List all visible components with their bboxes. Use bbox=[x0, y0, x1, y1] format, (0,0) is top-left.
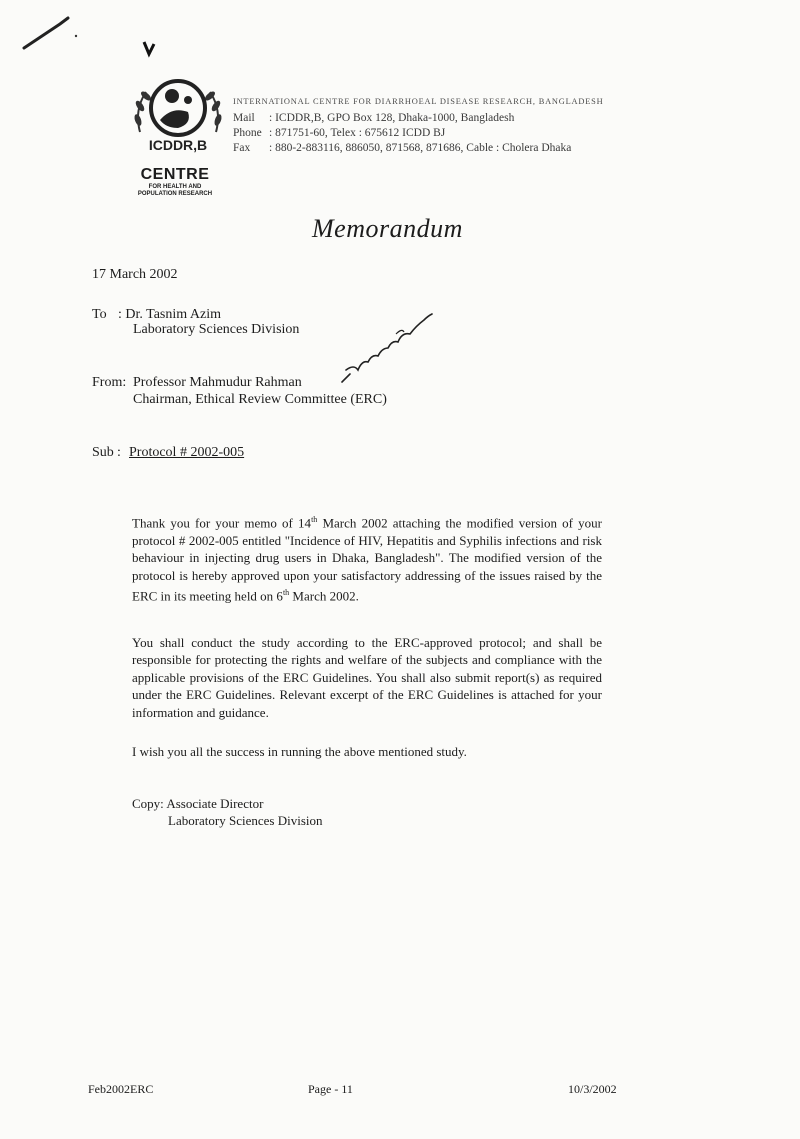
body-paragraph-3 bbox=[132, 743, 602, 760]
memo-date: 17 March 2002 bbox=[92, 267, 178, 282]
phone-value: : 871751-60, Telex : 675612 ICDD BJ bbox=[269, 127, 446, 139]
fax-value: : 880-2-883116, 886050, 871568, 871686, Cable : Cholera Dhaka bbox=[269, 142, 572, 154]
p1-part-b: March 2002 attaching the modified version of your protocol # 2002-005 entitled "Incidence of HIV, Hepatitis and Syphilis infections and risk behaviour in injecting drug users in Dhaka, Bangladesh". The modified version of the protocol is hereby approved upon your satisfactory addressing of the issues raised by the ERC in its meeting held on 6 bbox=[132, 515, 602, 604]
signature bbox=[336, 304, 436, 386]
footer-page: Page - 11 bbox=[308, 1082, 353, 1096]
fax-label: Fax bbox=[233, 142, 251, 154]
to-label: To bbox=[92, 307, 107, 322]
copy-department: Laboratory Sciences Division bbox=[168, 813, 323, 828]
from-title: Chairman, Ethical Review Committee (ERC) bbox=[133, 392, 387, 407]
mail-line bbox=[233, 112, 514, 124]
body-paragraph-2 bbox=[132, 634, 602, 721]
to-department: Laboratory Sciences Division bbox=[133, 322, 300, 337]
memo-title: Memorandum bbox=[312, 214, 463, 243]
mail-value: : ICDDR,B, GPO Box 128, Dhaka-1000, Bangladesh bbox=[269, 112, 515, 124]
subject-label: Sub bbox=[92, 445, 114, 460]
p1-superscript-2: th bbox=[282, 587, 290, 597]
centre-block bbox=[112, 166, 238, 198]
phone-label: Phone bbox=[233, 127, 262, 139]
p2-text: You shall conduct the study according to the ERC-approved protocol; and shall be responsible for protecting the rights and welfare of the subjects and compliance with the applicable provisions of the ERC Guidelines. You shall also submit report(s) as required under the ERC Guidelines. Relevant excerpt of the ERC Guidelines is attached for your information and guidance. bbox=[132, 635, 602, 720]
p3-text: I wish you all the success in running the above mentioned study. bbox=[132, 744, 467, 759]
centre-subtitle-2: POPULATION RESEARCH bbox=[137, 191, 213, 197]
icddrb-logo bbox=[128, 70, 228, 180]
centre-title: CENTRE bbox=[140, 166, 210, 183]
from-name: Professor Mahmudur Rahman bbox=[133, 375, 302, 390]
organization-name: INTERNATIONAL CENTRE FOR DIARRHOEAL DISEASE RESEARCH, BANGLADESH bbox=[233, 97, 604, 106]
logo-text: ICDDR,B bbox=[148, 137, 208, 153]
phone-line bbox=[233, 127, 445, 139]
p1-superscript-1: th bbox=[311, 515, 318, 524]
scan-mark bbox=[20, 14, 80, 54]
mail-label: Mail bbox=[233, 112, 255, 124]
p1-part-a: Thank you for your memo of 14 bbox=[132, 515, 312, 531]
footer-left: Feb2002ERC bbox=[88, 1082, 154, 1096]
centre-subtitle-1: FOR HEALTH AND bbox=[148, 184, 202, 190]
subject-value: Protocol # 2002-005 bbox=[129, 445, 245, 460]
p1-part-c: March 2002. bbox=[289, 588, 359, 604]
scan-mark bbox=[140, 38, 160, 60]
subject-separator: : bbox=[117, 445, 121, 460]
fax-line bbox=[233, 142, 571, 154]
from-label: From: bbox=[92, 375, 127, 390]
copy-label: Copy: Associate Director bbox=[132, 796, 264, 811]
body-paragraph-1 bbox=[132, 511, 602, 605]
to-name: : Dr. Tasnim Azim bbox=[118, 307, 221, 322]
footer-date: 10/3/2002 bbox=[568, 1082, 617, 1096]
